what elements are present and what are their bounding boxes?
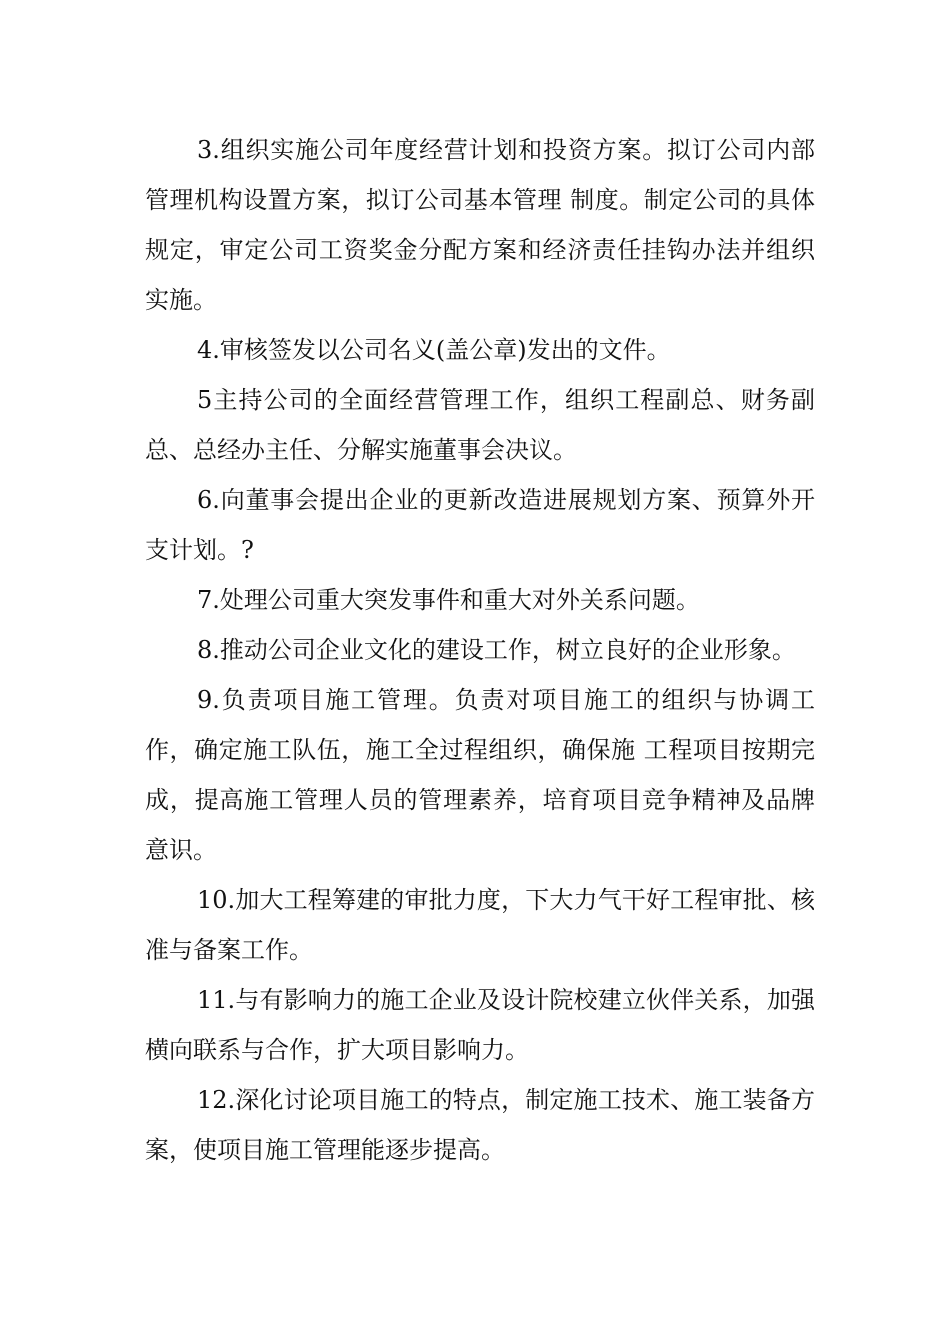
- paragraph-item-9: 9.负责项目施工管理。负责对项目施工的组织与协调工作，确定施工队伍，施工全过程组织，确保施 工程项目按期完成，提高施工管理人员的管理素养，培育项目竞争精神及品牌意识。: [145, 686, 815, 864]
- paragraph-item-8: 8.推动公司企业文化的建设工作，树立良好的企业形象。: [197, 636, 796, 664]
- paragraph-item-12: 12.深化讨论项目施工的特点，制定施工技术、施工装备方案，使项目施工管理能逐步提高。: [145, 1086, 815, 1164]
- paragraph-item-6: 6.向董事会提出企业的更新改造进展规划方案、预算外开支计划。?: [145, 486, 815, 564]
- paragraph-item-11: 11.与有影响力的施工企业及设计院校建立伙伴关系，加强横向联系与合作，扩大项目影响力。: [145, 986, 815, 1064]
- paragraph-item-3: 3.组织实施公司年度经营计划和投资方案。拟订公司内部管理机构设置方案，拟订公司基本管理 制度。制定公司的具体规定，审定公司工资奖金分配方案和经济责任挂钩办法并组织实施。: [145, 136, 815, 314]
- paragraph-item-7: 7.处理公司重大突发事件和重大对外关系问题。: [197, 586, 700, 614]
- paragraph-item-5: 5主持公司的全面经营管理工作，组织工程副总、财务副总、总经办主任、分解实施董事会决议。: [145, 386, 815, 464]
- document-body: [145, 125, 815, 1175]
- paragraph-item-10: 10.加大工程筹建的审批力度，下大力气干好工程审批、核准与备案工作。: [145, 886, 815, 964]
- paragraph-item-4: 4.审核签发以公司名义(盖公章)发出的文件。: [197, 336, 671, 364]
